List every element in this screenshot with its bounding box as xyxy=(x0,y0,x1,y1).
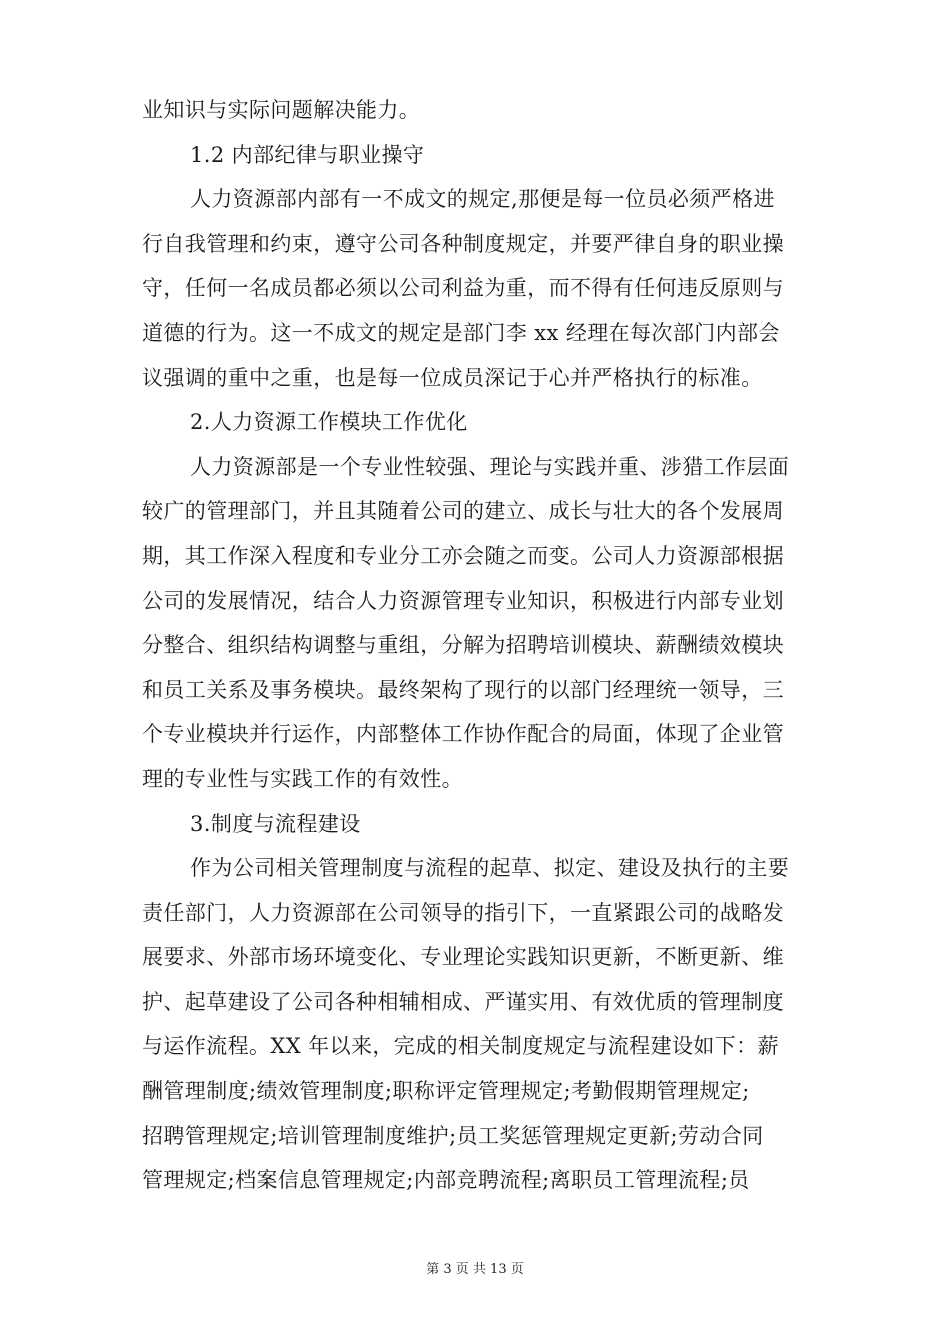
text-line: 行自我管理和约束，遵守公司各种制度规定，并要严律自身的职业操 xyxy=(142,231,784,256)
text-line: 护、起草建设了公司各种相辅相成、严谨实用、有效优质的管理制度 xyxy=(142,989,784,1014)
text-line: 1.2 内部纪律与职业操守 xyxy=(190,142,425,167)
text-line: 酬管理制度;绩效管理制度;职称评定管理规定;考勤假期管理规定; xyxy=(142,1079,750,1104)
text-line: 议强调的重中之重，也是每一位成员深记于心并严格执行的标准。 xyxy=(142,365,763,390)
text-line: 道德的行为。这一不成文的规定是部门李 xx 经理在每次部门内部会 xyxy=(142,320,780,345)
text-line: 作为公司相关管理制度与流程的起草、拟定、建设及执行的主要 xyxy=(190,856,790,881)
document-body xyxy=(142,88,822,1203)
text-line: 公司的发展情况，结合人力资源管理专业知识，积极进行内部专业划 xyxy=(142,588,784,613)
text-line: 期，其工作深入程度和专业分工亦会随之而变。公司人力资源部根据 xyxy=(142,543,784,568)
page-number-footer: 第 3 页 共 13 页 xyxy=(426,1262,524,1277)
text-line: 和员工关系及事务模块。最终架构了现行的以部门经理统一领导，三 xyxy=(142,677,784,702)
text-line: 责任部门，人力资源部在公司领导的指引下，一直紧跟公司的战略发 xyxy=(142,900,784,925)
text-line: 业知识与实际问题解决能力。 xyxy=(142,98,421,122)
text-line: 分整合、组织结构调整与重组，分解为招聘培训模块、薪酬绩效模块 xyxy=(142,633,784,658)
text-line: 与运作流程。XX 年以来，完成的相关制度规定与流程建设如下：薪 xyxy=(142,1034,779,1059)
text-line: 管理规定;档案信息管理规定;内部竞聘流程;离职员工管理流程;员 xyxy=(142,1168,750,1193)
text-line: 个专业模块并行运作，内部整体工作协作配合的局面，体现了企业管 xyxy=(142,722,784,747)
text-line: 3.制度与流程建设 xyxy=(190,811,361,836)
text-line: 人力资源部是一个专业性较强、理论与实践并重、涉猎工作层面 xyxy=(190,454,790,479)
text-line: 人力资源部内部有一不成文的规定,那便是每一位员必须严格进 xyxy=(190,187,775,212)
text-line: 招聘管理规定;培训管理制度维护;员工奖惩管理规定更新;劳动合同 xyxy=(142,1123,764,1148)
text-line: 展要求、外部市场环境变化、专业理论实践知识更新，不断更新、维 xyxy=(142,945,784,970)
text-line: 守，任何一名成员都必须以公司利益为重，而不得有任何违反原则与 xyxy=(142,276,784,301)
text-line: 2.人力资源工作模块工作优化 xyxy=(190,410,468,435)
text-line: 理的专业性与实践工作的有效性。 xyxy=(142,766,463,791)
text-line: 较广的管理部门，并且其随着公司的建立、成长与壮大的各个发展周 xyxy=(142,499,784,524)
